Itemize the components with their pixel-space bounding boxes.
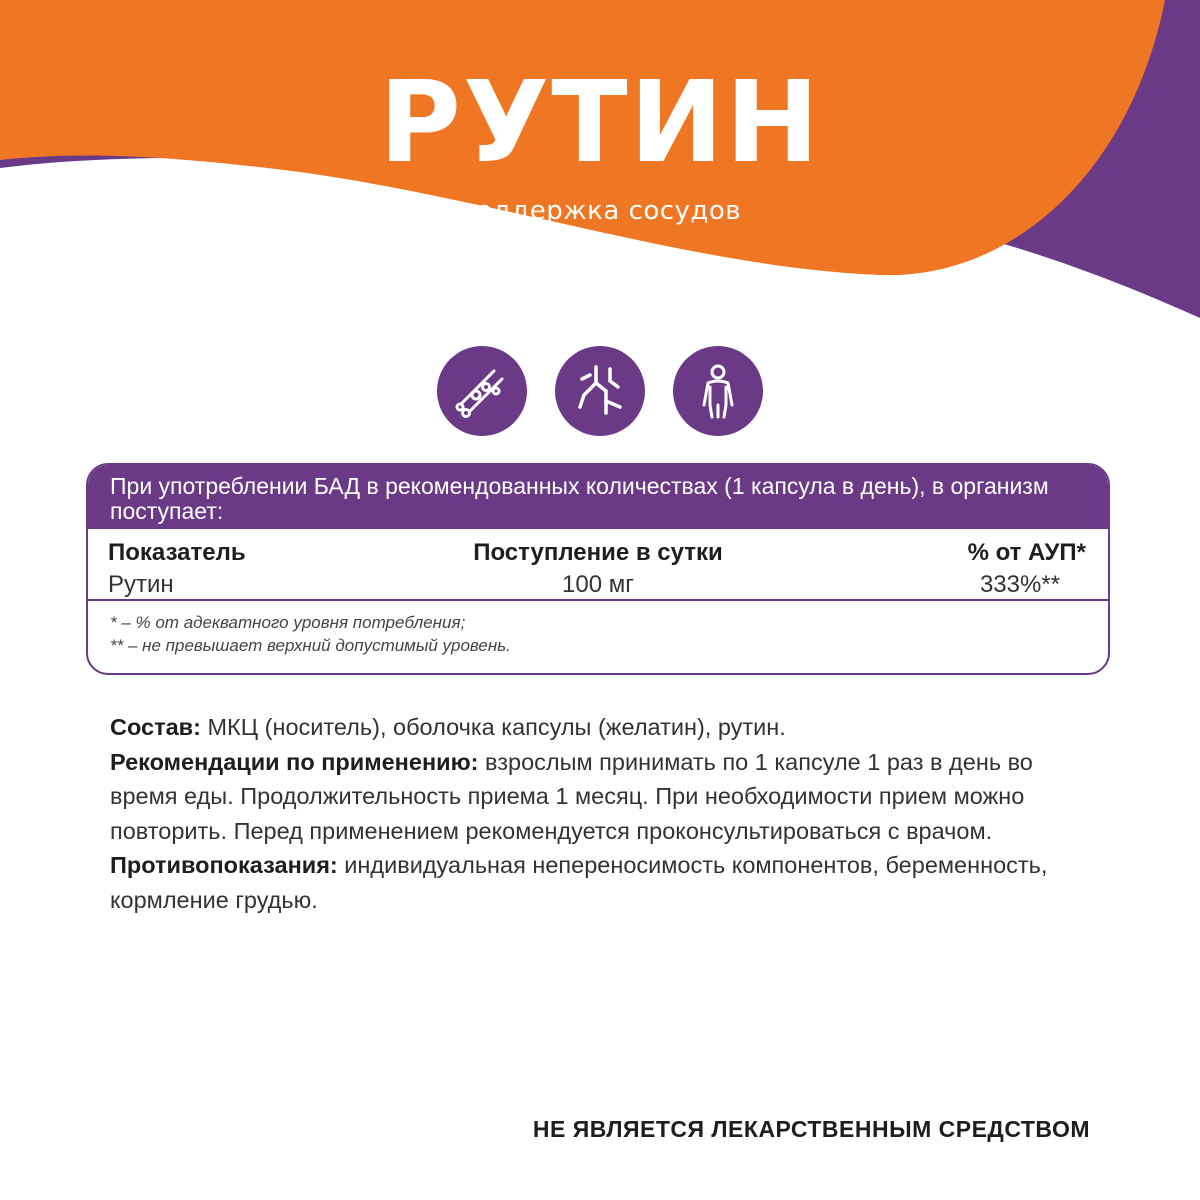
composition-paragraph xyxy=(110,710,1070,745)
disclaimer: НЕ ЯВЛЯЕТСЯ ЛЕКАРСТВЕННЫМ СРЕДСТВОМ xyxy=(532,1116,1090,1142)
feature-icons xyxy=(0,346,1200,436)
recommendations-text: взрослым принимать по 1 капсуле 1 раз в день во время еды. Продолжительность приема 1 месяц. При необходимости прием можно повторить. Перед применением рекомендуется проконсультироваться с врачом. xyxy=(110,748,1033,844)
row-rutin-percent: 333%** xyxy=(979,571,1060,598)
column-header-percent: % от АУП* xyxy=(967,539,1086,566)
human-body-icon xyxy=(673,346,763,436)
product-subtitle: поддержка сосудов xyxy=(458,196,742,226)
composition-text: МКЦ (носитель), оболочка капсулы (желатин), рутин. xyxy=(200,714,786,740)
product-title: РУТИН xyxy=(378,58,822,188)
blood-vessel-cells-icon xyxy=(437,346,527,436)
recommendations-paragraph xyxy=(110,745,1070,849)
capillaries-icon xyxy=(555,346,645,436)
contraindications-label: Противопоказания: xyxy=(110,852,338,878)
table-notes xyxy=(88,601,1108,657)
contraindications-text: индивидуальная непереносимость компонентов, беременность, кормление грудью. xyxy=(110,852,1048,913)
table-intro: При употреблении БАД в рекомендованных количествах (1 капсула в день), в организм поступает: xyxy=(88,465,1108,529)
column-header-daily-intake: Поступление в сутки xyxy=(473,539,723,566)
nutrition-table xyxy=(86,463,1110,675)
row-rutin-name: Рутин xyxy=(108,571,174,598)
recommendations-label: Рекомендации по применению: xyxy=(110,748,479,775)
contraindications-paragraph xyxy=(110,848,1070,917)
note-1: * – % от адекватного уровня потребления; xyxy=(110,613,466,632)
table-body xyxy=(88,529,1108,601)
note-2: ** – не превышает верхний допустимый уровень. xyxy=(110,636,511,655)
product-description xyxy=(110,710,1070,917)
row-rutin-amount: 100 мг xyxy=(562,571,634,598)
composition-label: Состав: xyxy=(110,714,201,740)
column-header-indicator: Показатель xyxy=(108,539,246,566)
